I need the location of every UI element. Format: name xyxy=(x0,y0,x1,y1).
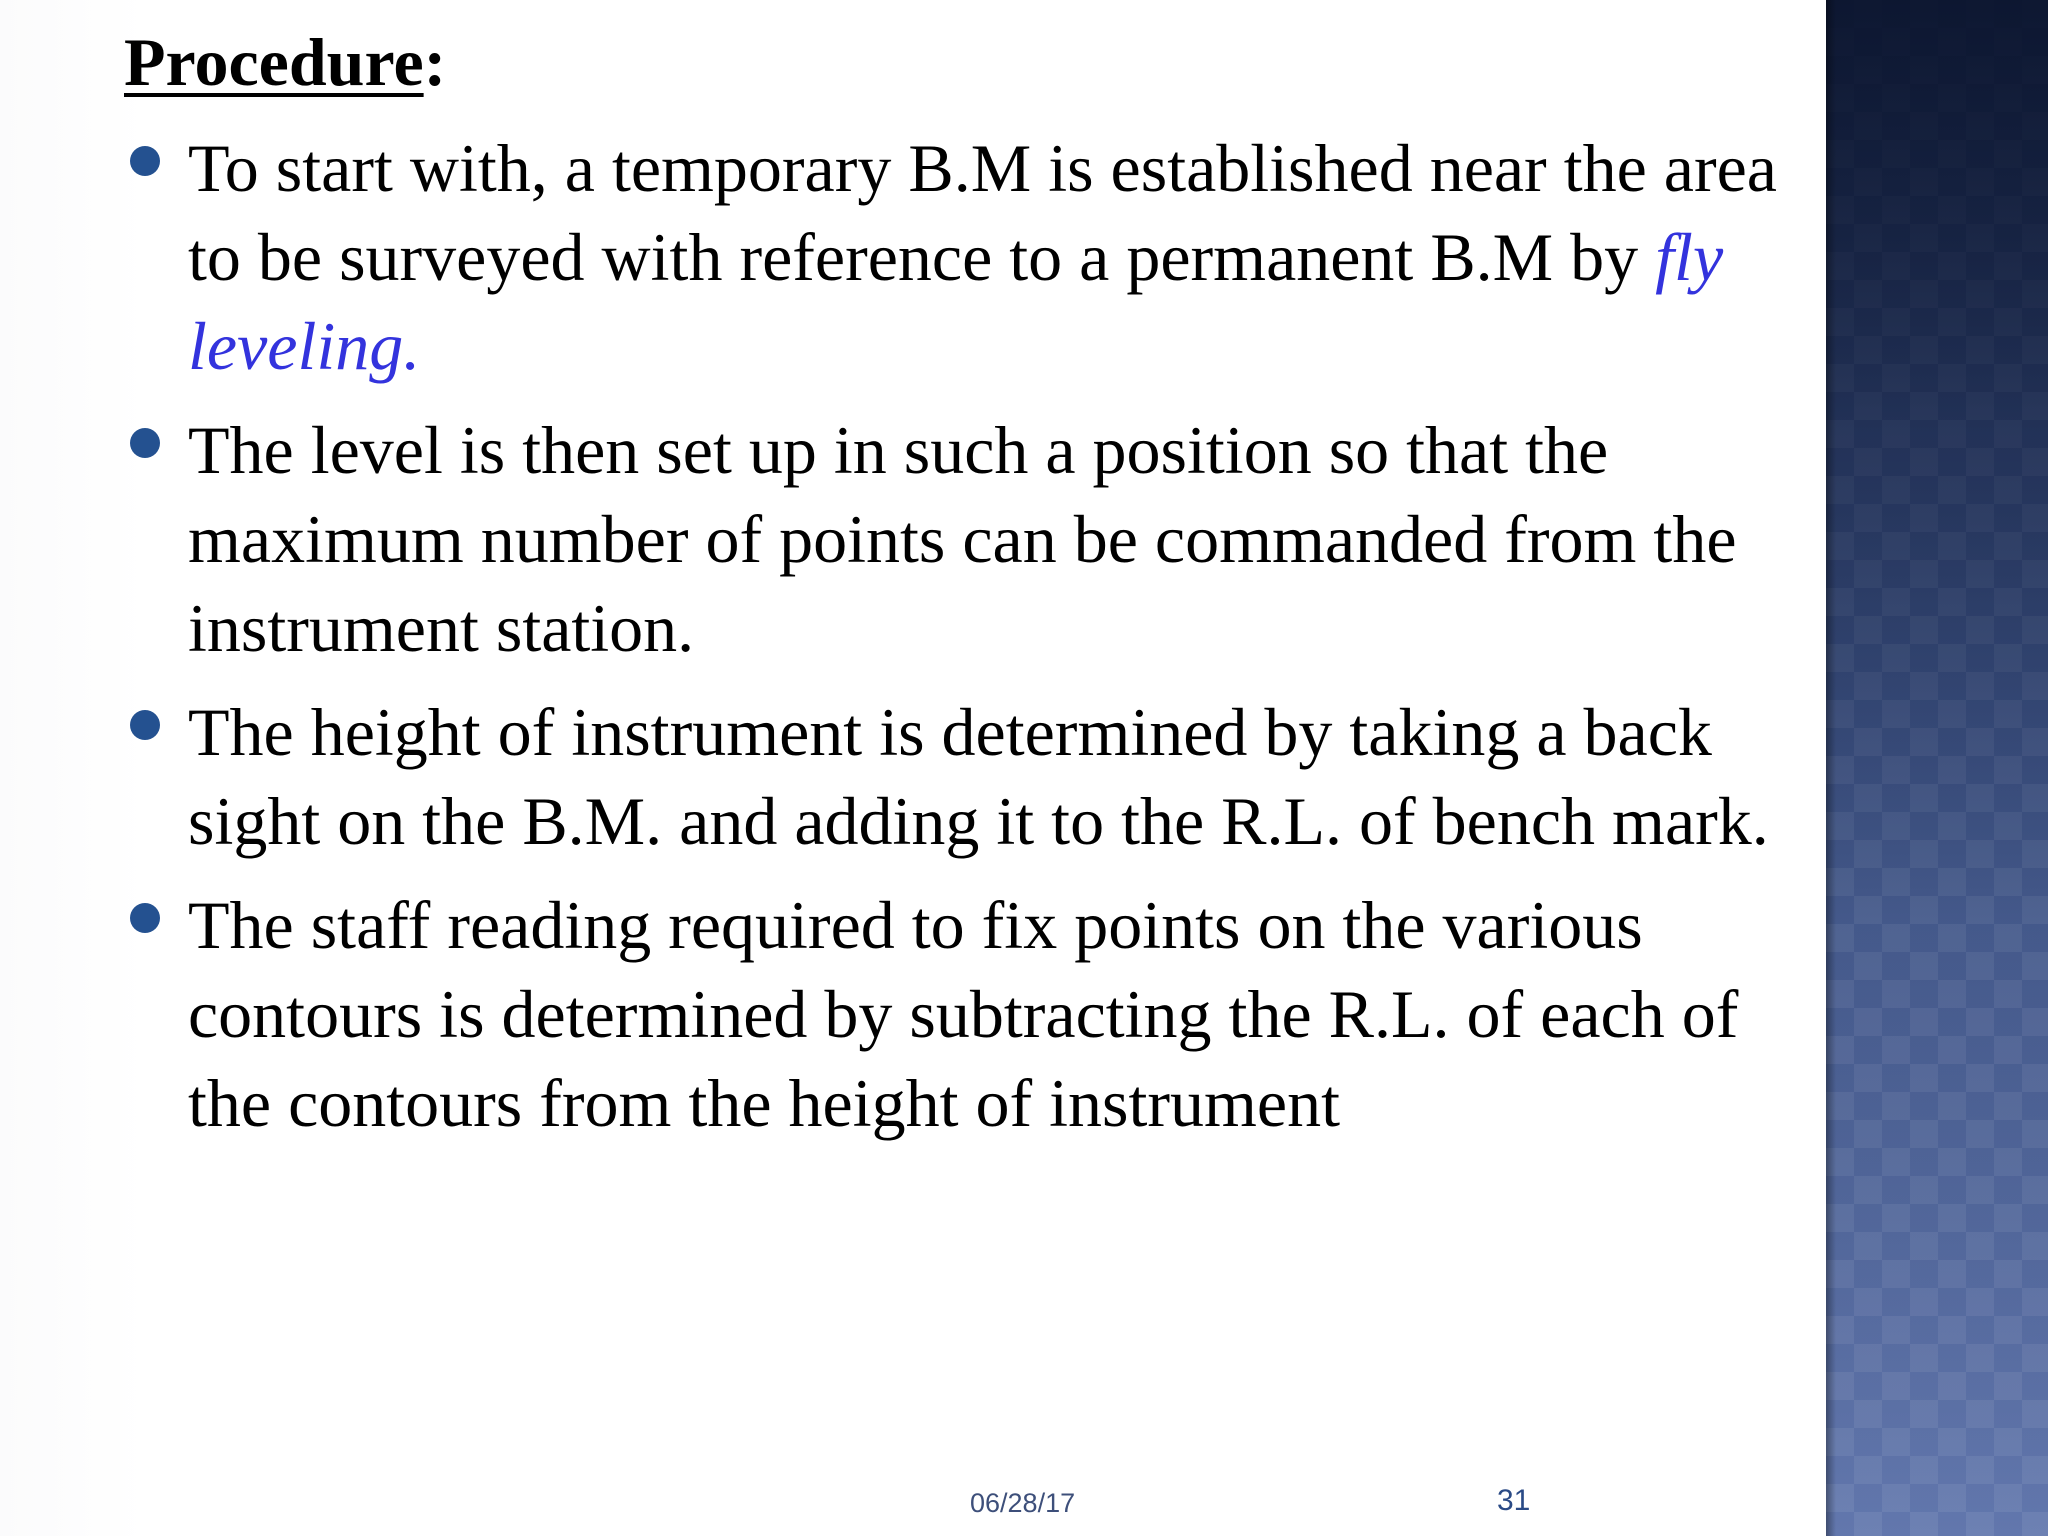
bullet-item-4 xyxy=(124,881,1804,1148)
bullet-icon xyxy=(130,146,160,176)
bullet-item-1 xyxy=(124,124,1804,391)
slide-number: 31 xyxy=(1497,1484,1531,1517)
bullet-icon xyxy=(130,903,160,933)
bullet-icon xyxy=(130,428,160,458)
bullet-icon xyxy=(130,710,160,740)
bullet-item-2 xyxy=(124,406,1804,673)
bullet-text: To start with, a temporary B.M is established near the area to be surveyed with reference to a permanent B.M by xyxy=(188,130,1777,295)
bullet-item-3 xyxy=(124,688,1804,866)
bullet-text: The level is then set up in such a position so that the maximum number of points can be commanded from the instrument station. xyxy=(188,412,1737,666)
decorative-side-panel xyxy=(1826,0,2048,1536)
bullet-list xyxy=(124,124,1804,1163)
footer-date: 06/28/17 xyxy=(970,1488,1076,1518)
slide-title xyxy=(124,22,446,102)
bullet-text: The height of instrument is determined by taking a back sight on the B.M. and adding it to the R.L. of bench mark. xyxy=(188,694,1769,859)
bullet-text: The staff reading required to fix points on the various contours is determined by subtracting the R.L. of each of the contours from the height of instrument xyxy=(188,887,1739,1141)
bullet-emphasis-text: fly leveling. xyxy=(188,219,1724,384)
slide-title-text: Procedure xyxy=(124,24,424,100)
slide-title-colon: : xyxy=(423,24,447,100)
